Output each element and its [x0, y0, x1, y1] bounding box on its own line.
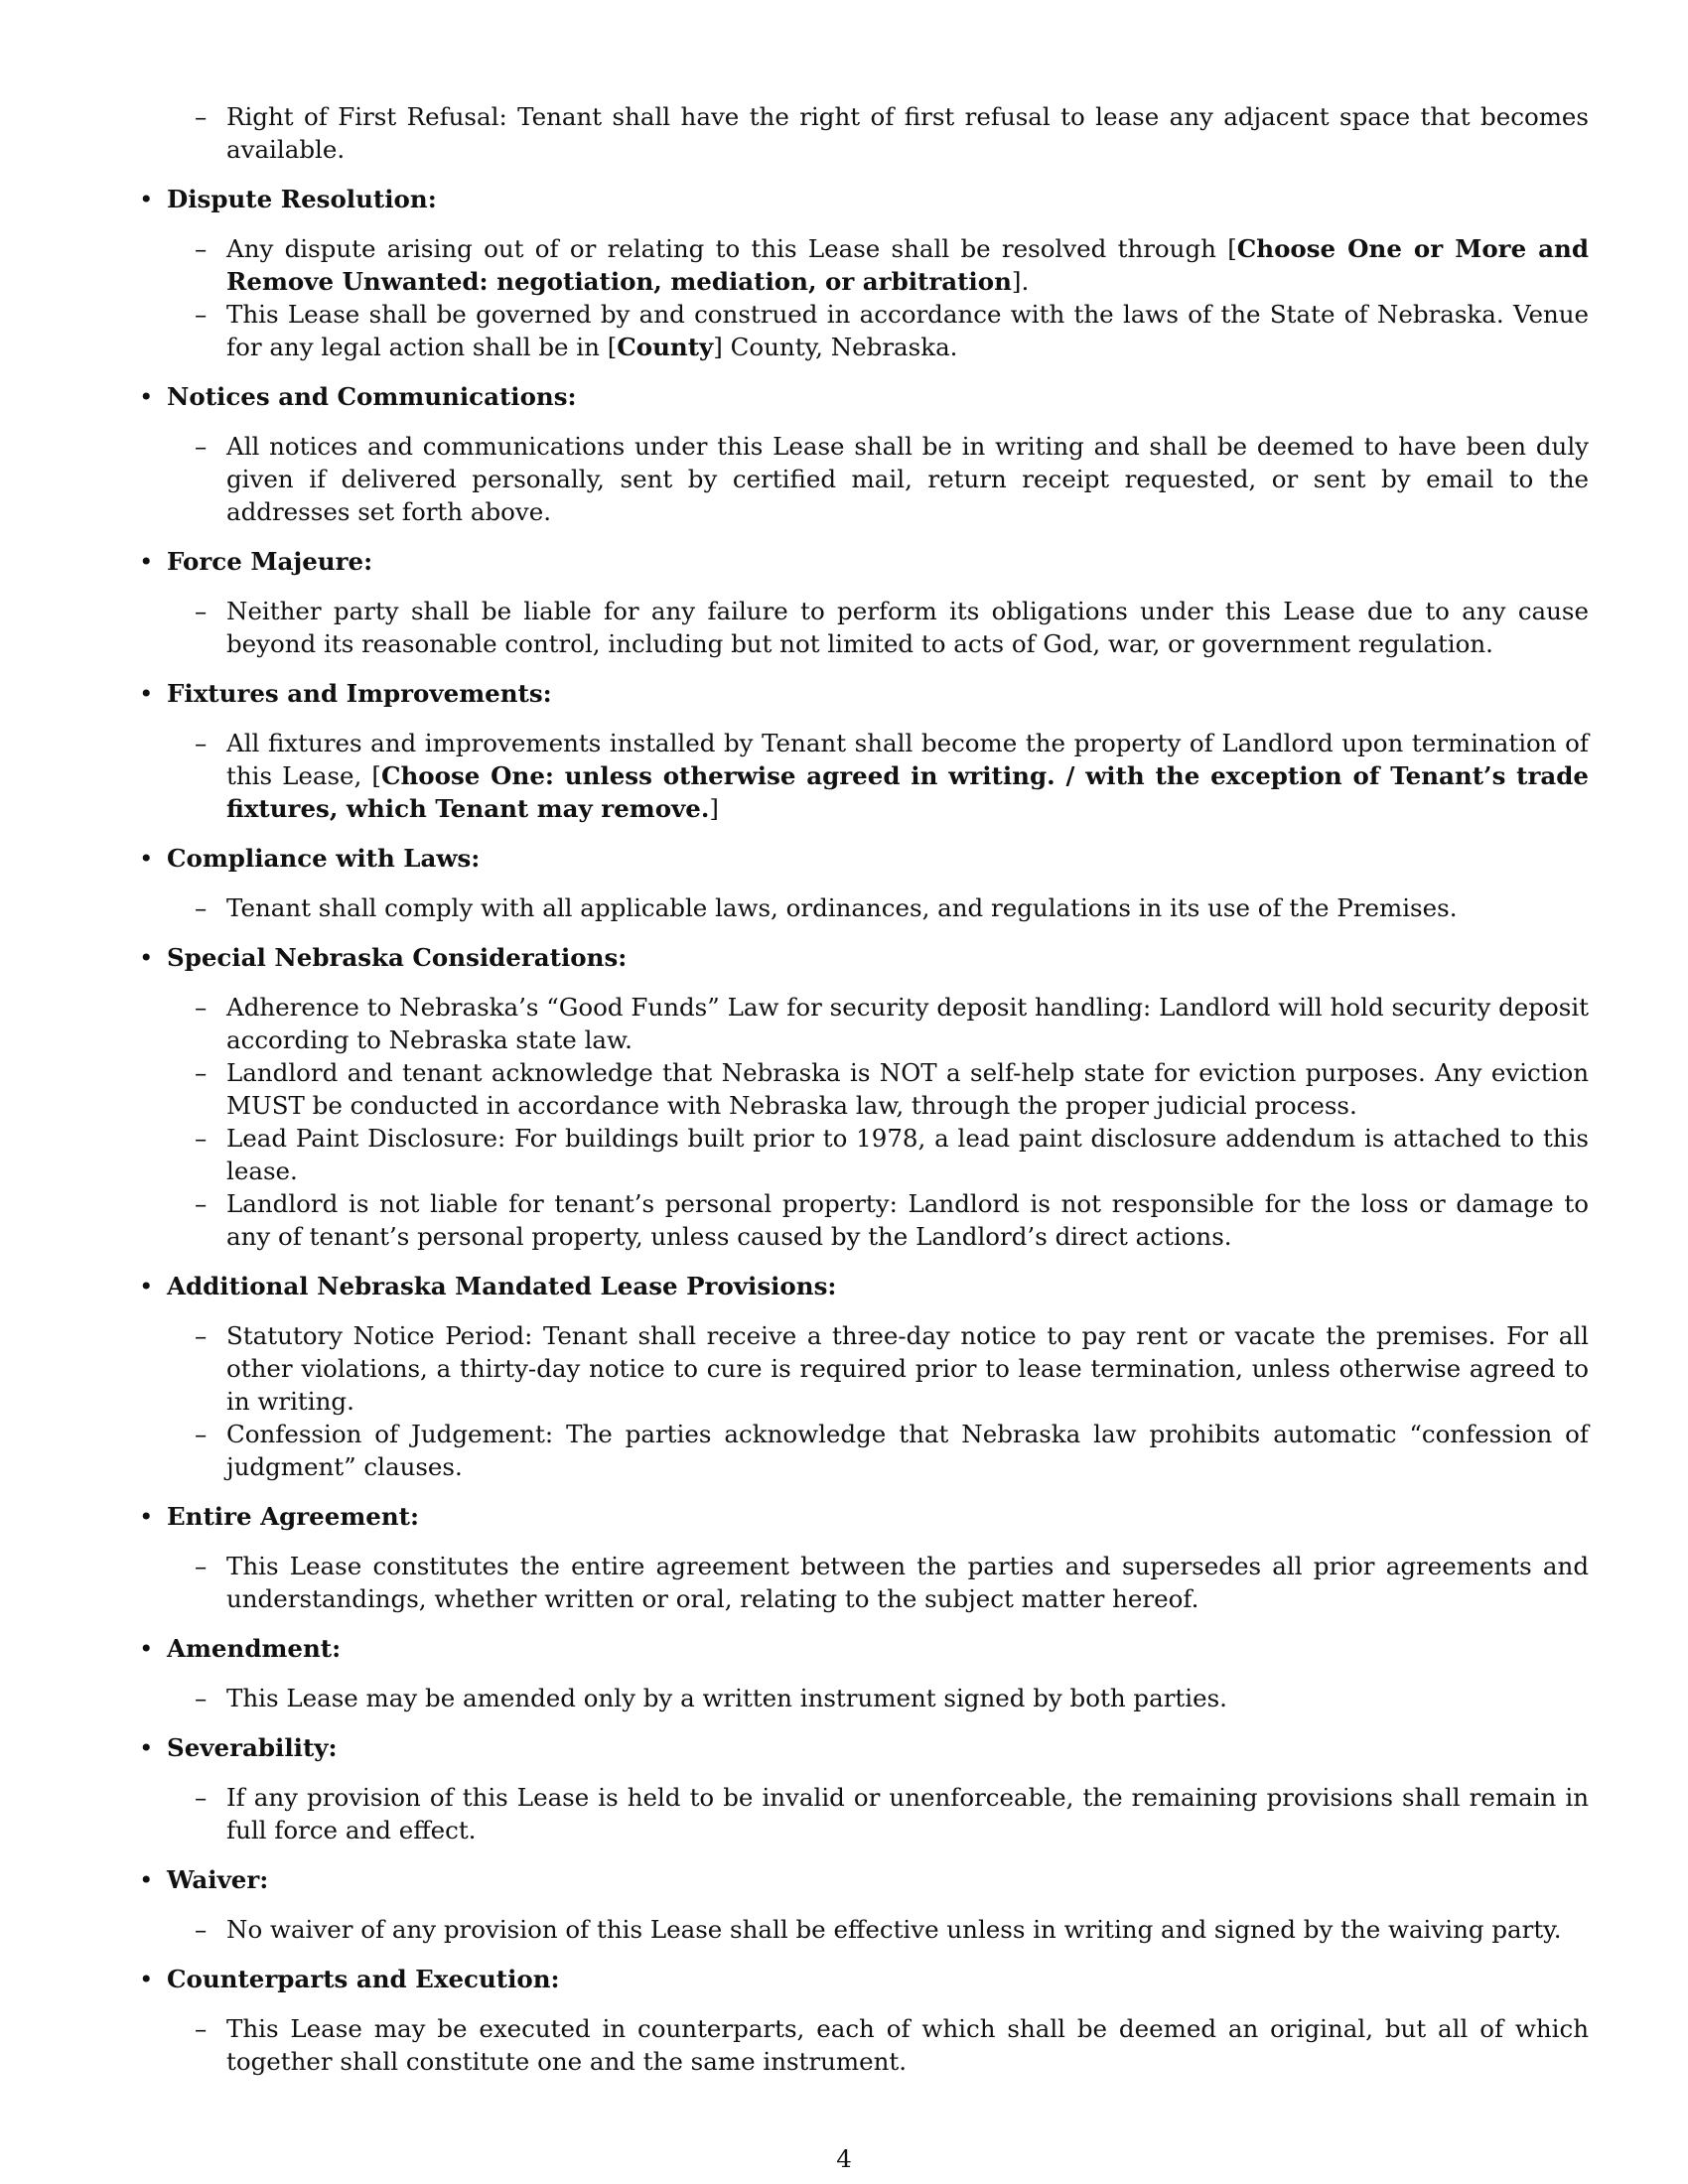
item-text: Neither party shall be liable for any failure to perform its obligations under this Lease due to any cause beyond its reasonable control, including but not limited to acts of God, war, or government regulation.	[226, 597, 1589, 658]
section-items	[167, 1781, 1589, 1846]
section	[139, 380, 1589, 528]
section-heading: Compliance with Laws:	[167, 844, 481, 873]
section-heading: Dispute Resolution:	[167, 185, 437, 213]
section	[139, 677, 1589, 825]
dash-marker: –	[195, 1915, 208, 1944]
item-text: No waiver of any provision of this Lease shall be effective unless in writing and signed by the waiving party.	[226, 1915, 1562, 1944]
dash-marker: –	[195, 1783, 208, 1812]
dash-marker: –	[195, 1321, 208, 1350]
section-items	[167, 595, 1589, 660]
section-items	[167, 430, 1589, 528]
dash-marker: –	[195, 2014, 208, 2043]
item-text: Landlord is not liable for tenant’s personal property: Landlord is not responsible for the loss or damage to any of tenant’s personal property, unless caused by the Landlord’s direct actions.	[226, 1189, 1589, 1251]
section	[139, 545, 1589, 660]
list-item	[167, 2012, 1589, 2078]
list-item	[167, 1418, 1589, 1483]
section	[139, 1632, 1589, 1714]
dash-marker: –	[195, 597, 208, 625]
bullet-marker: •	[139, 844, 154, 873]
section-items	[167, 891, 1589, 924]
bullet-marker: •	[139, 1965, 154, 1993]
list-item	[167, 232, 1589, 298]
section-items	[167, 1319, 1589, 1483]
bullet-marker: •	[139, 679, 154, 708]
bullet-marker: •	[139, 1733, 154, 1762]
continued-section	[167, 100, 1589, 166]
item-text: Confession of Judgement: The parties acknowledge that Nebraska law prohibits automatic “confession of judgment” clauses.	[226, 1420, 1589, 1481]
dash-marker: –	[195, 993, 208, 1022]
section	[139, 1963, 1589, 2078]
list-item	[167, 430, 1589, 528]
section	[139, 1500, 1589, 1615]
list-item	[167, 727, 1589, 825]
dash-marker: –	[195, 1124, 208, 1153]
section	[139, 1863, 1589, 1946]
page-number: 4	[836, 2144, 852, 2173]
section	[139, 941, 1589, 1253]
dash-marker: –	[195, 1058, 208, 1087]
item-text: Lead Paint Disclosure: For buildings built prior to 1978, a lead paint disclosure addendum is attached to this lease.	[226, 1124, 1589, 1185]
bullet-marker: •	[139, 943, 154, 972]
item-text: Any dispute arising out of or relating to this Lease shall be resolved through [	[226, 234, 1237, 263]
right-of-first-refusal-text: Right of First Refusal: Tenant shall have the right of first refusal to lease any adjacent space that becomes available.	[226, 102, 1589, 164]
list-item	[167, 1913, 1589, 1946]
item-text: Tenant shall comply with all applicable laws, ordinances, and regulations in its use of the Premises.	[226, 893, 1458, 922]
section-items	[167, 991, 1589, 1253]
bullet-marker: •	[139, 1634, 154, 1663]
item-text: This Lease may be executed in counterparts, each of which shall be deemed an original, but all of which together shall constitute one and the same instrument.	[226, 2014, 1589, 2076]
list-item	[167, 891, 1589, 924]
placeholder-text: Choose One or More and Remove Unwanted: negotiation, mediation, or arbitration	[226, 234, 1589, 296]
section-heading: Severability:	[167, 1733, 338, 1762]
item-text: ] County, Nebraska.	[713, 333, 958, 361]
section-items	[167, 1913, 1589, 1946]
item-text: If any provision of this Lease is held to be invalid or unenforceable, the remaining provisions shall remain in full force and effect.	[226, 1783, 1589, 1844]
list-item	[167, 1056, 1589, 1122]
list-item	[167, 991, 1589, 1056]
item-text: This Lease constitutes the entire agreement between the parties and supersedes all prior agreements and understandings, whether written or oral, relating to the subject matter hereof.	[226, 1552, 1589, 1613]
item-text: This Lease shall be governed by and construed in accordance with the laws of the State of Nebraska. Venue for any legal action shall be in [	[226, 300, 1589, 361]
section	[139, 183, 1589, 363]
bullet-marker: •	[139, 185, 154, 213]
section-items	[167, 2012, 1589, 2078]
list-item	[167, 1187, 1589, 1253]
lease-sections	[139, 183, 1589, 2078]
item-text: ]	[709, 794, 719, 823]
list-item	[167, 298, 1589, 363]
section-items	[167, 1550, 1589, 1615]
dash-marker: –	[195, 1552, 208, 1580]
placeholder-text: County	[617, 333, 714, 361]
item-text: This Lease may be amended only by a written instrument signed by both parties.	[226, 1684, 1227, 1712]
bullet-marker: •	[139, 1502, 154, 1531]
list-item	[167, 595, 1589, 660]
item-text: All notices and communications under this Lease shall be in writing and shall be deemed to have been duly given if delivered personally, sent by certified mail, return receipt requested, or sent by email to the addresses set forth above.	[226, 432, 1589, 526]
section-items	[167, 1682, 1589, 1714]
list-item	[167, 1550, 1589, 1615]
section-heading: Notices and Communications:	[167, 382, 577, 411]
dash-marker: –	[195, 1684, 208, 1712]
item-text: Landlord and tenant acknowledge that Nebraska is NOT a self-help state for eviction purposes. Any eviction MUST be conducted in accordance with Nebraska law, through the proper judicial process.	[226, 1058, 1589, 1120]
section-heading: Additional Nebraska Mandated Lease Provisions:	[167, 1272, 837, 1300]
section-heading: Amendment:	[167, 1634, 342, 1663]
bullet-marker: •	[139, 382, 154, 411]
dash-marker: –	[195, 300, 208, 329]
dash-marker: –	[195, 1420, 208, 1448]
section-heading: Fixtures and Improvements:	[167, 679, 552, 708]
dash-marker: –	[195, 432, 208, 461]
bullet-marker: •	[139, 547, 154, 576]
item-text: ].	[1011, 267, 1030, 296]
section-heading: Force Majeure:	[167, 547, 373, 576]
list-item	[167, 1682, 1589, 1714]
placeholder-text: Choose One: unless otherwise agreed in writing. / with the exception of Tenant’s trade fixtures, which Tenant may remove.	[226, 761, 1589, 823]
list-item	[167, 1319, 1589, 1418]
section-heading: Entire Agreement:	[167, 1502, 420, 1531]
lease-content	[139, 100, 1589, 2078]
list-item	[167, 1781, 1589, 1846]
dash-marker: –	[195, 102, 208, 131]
dash-marker: –	[195, 729, 208, 757]
section-items	[167, 232, 1589, 363]
dash-marker: –	[195, 234, 208, 263]
item-text: All fixtures and improvements installed by Tenant shall become the property of Landlord upon termination of this Lease, [	[226, 729, 1589, 790]
section-list	[167, 100, 1589, 166]
bullet-marker: •	[139, 1865, 154, 1894]
section-heading: Waiver:	[167, 1865, 269, 1894]
section-heading: Special Nebraska Considerations:	[167, 943, 628, 972]
dash-marker: –	[195, 1189, 208, 1218]
continued-items	[167, 100, 1589, 166]
dash-marker: –	[195, 893, 208, 922]
item-text: Statutory Notice Period: Tenant shall receive a three-day notice to pay rent or vacate the premises. For all other violations, a thirty-day notice to cure is required prior to lease termination, unless otherwise agreed to in writing.	[226, 1321, 1589, 1416]
section	[139, 842, 1589, 924]
list-item	[167, 100, 1589, 166]
section	[139, 1270, 1589, 1483]
bullet-marker: •	[139, 1272, 154, 1300]
section-items	[167, 727, 1589, 825]
list-item	[167, 1122, 1589, 1187]
section-heading: Counterparts and Execution:	[167, 1965, 560, 1993]
section	[139, 1731, 1589, 1846]
item-text: Adherence to Nebraska’s “Good Funds” Law for security deposit handling: Landlord will hold security deposit according to Nebraska state law.	[226, 993, 1589, 1054]
